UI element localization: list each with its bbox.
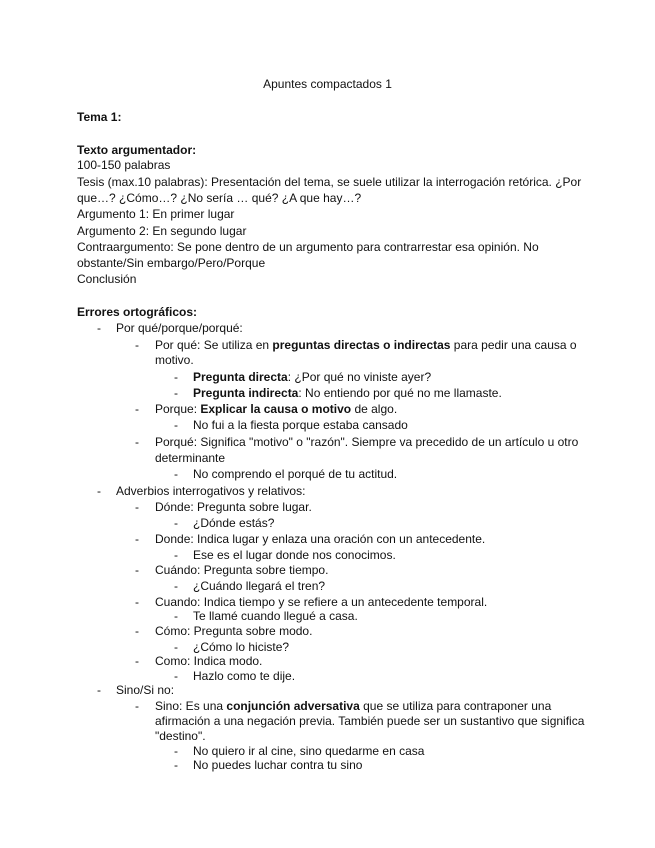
sino-definition-cont: afirmación a una negación previa. También puede ser un sustantivo que significa (155, 714, 585, 728)
bullet-dash: - (174, 669, 178, 683)
text-span: : ¿Por qué no viniste ayer? (287, 370, 432, 384)
argumentador-line: Tesis (max.10 palabras): Presentación del tema, se suele utilizar la interrogación retórica. ¿Por (77, 175, 582, 189)
text-span: que se utiliza para contraponer una (359, 699, 552, 713)
text-span: de algo. (351, 402, 398, 416)
bullet-dash: - (174, 418, 178, 432)
adverbio-item: Como: Indica modo. (155, 654, 263, 668)
text-span: : No entiendo por qué no me llamaste. (298, 386, 502, 400)
adverbio-example: ¿Cómo lo hiciste? (193, 640, 290, 654)
bullet-dash: - (97, 321, 101, 335)
adverbio-item: Cómo: Pregunta sobre modo. (155, 624, 313, 638)
bullet-dash: - (135, 402, 139, 416)
bullet-dash: - (174, 579, 178, 593)
bold-span: Explicar la causa o motivo (200, 402, 352, 416)
text-span: Porque: (155, 402, 201, 416)
document-title: Apuntes compactados 1 (263, 77, 392, 91)
errores-heading: Errores ortográficos: (77, 305, 198, 319)
bullet-dash: - (135, 699, 139, 713)
bullet-dash: - (135, 435, 139, 449)
porque-acento-definition: Porqué: Significa "motivo" o "razón". Siempre va precedido de un artículo u otro (155, 435, 579, 449)
bullet-dash: - (174, 758, 178, 772)
bullet-dash: - (135, 338, 139, 352)
bullet-dash: - (135, 563, 139, 577)
por-que-definition-cont: motivo. (155, 353, 194, 367)
porque-example: No fui a la fiesta porque estaba cansado (193, 418, 408, 432)
argumentador-line: que…? ¿Cómo…? ¿No sería … qué? ¿A que hay…? (77, 191, 362, 205)
adverbio-example: Te llamé cuando llegué a casa. (193, 609, 358, 623)
texto-argumentador-heading: Texto argumentador: (77, 143, 197, 157)
sino-definition (155, 699, 551, 713)
bullet-dash: - (135, 595, 139, 609)
bullet-dash: - (174, 640, 178, 654)
sino-example: No puedes luchar contra tu sino (193, 758, 363, 772)
bullet-dash: - (135, 624, 139, 638)
adverbios-label: Adverbios interrogativos y relativos: (116, 484, 306, 498)
argumentador-line: obstante/Sin embargo/Pero/Porque (77, 256, 266, 270)
adverbio-item: Dónde: Pregunta sobre lugar. (155, 500, 312, 514)
bold-span: conjunción adversativa (226, 699, 360, 713)
argumentador-line: Argumento 2: En segundo lugar (77, 224, 247, 238)
text-span: Sino: Es una (155, 699, 227, 713)
adverbio-example: Ese es el lugar donde nos conocimos. (193, 548, 396, 562)
adverbio-item: Donde: Indica lugar y enlaza una oración con un antecedente. (155, 532, 486, 546)
bullet-dash: - (174, 370, 178, 384)
sino-example: No quiero ir al cine, sino quedarme en casa (193, 744, 425, 758)
bullet-dash: - (174, 609, 178, 623)
por-que-example (193, 386, 502, 400)
adverbio-example: ¿Dónde estás? (193, 516, 275, 530)
por-que-definition (155, 338, 577, 352)
adverbio-example: ¿Cuándo llegará el tren? (193, 579, 326, 593)
porque-acento-definition-cont: determinante (155, 451, 226, 465)
bullet-dash: - (135, 654, 139, 668)
bullet-dash: - (135, 500, 139, 514)
adverbio-item: Cuándo: Pregunta sobre tiempo. (155, 563, 329, 577)
bullet-dash: - (97, 683, 101, 697)
argumentador-line: Argumento 1: En primer lugar (77, 207, 235, 221)
text-span: Por qué: Se utiliza en (155, 338, 273, 352)
text-span: para pedir una causa o (450, 338, 577, 352)
adverbio-example: Hazlo como te dije. (193, 669, 296, 683)
sino-definition-cont: "destino". (155, 729, 206, 743)
bullet-dash: - (174, 386, 178, 400)
bullet-dash: - (97, 484, 101, 498)
argumentador-line: 100-150 palabras (77, 158, 171, 172)
argumentador-line: Conclusión (77, 272, 137, 286)
bold-span: Pregunta directa (193, 370, 288, 384)
bold-span: Pregunta indirecta (193, 386, 299, 400)
porque-definition (155, 402, 397, 416)
bullet-dash: - (135, 532, 139, 546)
argumentador-line: Contraargumento: Se pone dentro de un argumento para contrarrestar esa opinión. No (77, 240, 539, 254)
bold-span: preguntas directas o indirectas (272, 338, 451, 352)
tema-heading: Tema 1: (77, 110, 122, 124)
adverbio-item: Cuando: Indica tiempo y se refiere a un antecedente temporal. (155, 595, 488, 609)
bullet-dash: - (174, 744, 178, 758)
porque-acento-example: No comprendo el porqué de tu actitud. (193, 467, 398, 481)
sino-label: Sino/Si no: (116, 683, 175, 697)
por-que-example (193, 370, 431, 384)
bullet-dash: - (174, 516, 178, 530)
bullet-dash: - (174, 467, 178, 481)
bullet-dash: - (174, 548, 178, 562)
porque-label: Por qué/porque/porqué: (116, 321, 243, 335)
